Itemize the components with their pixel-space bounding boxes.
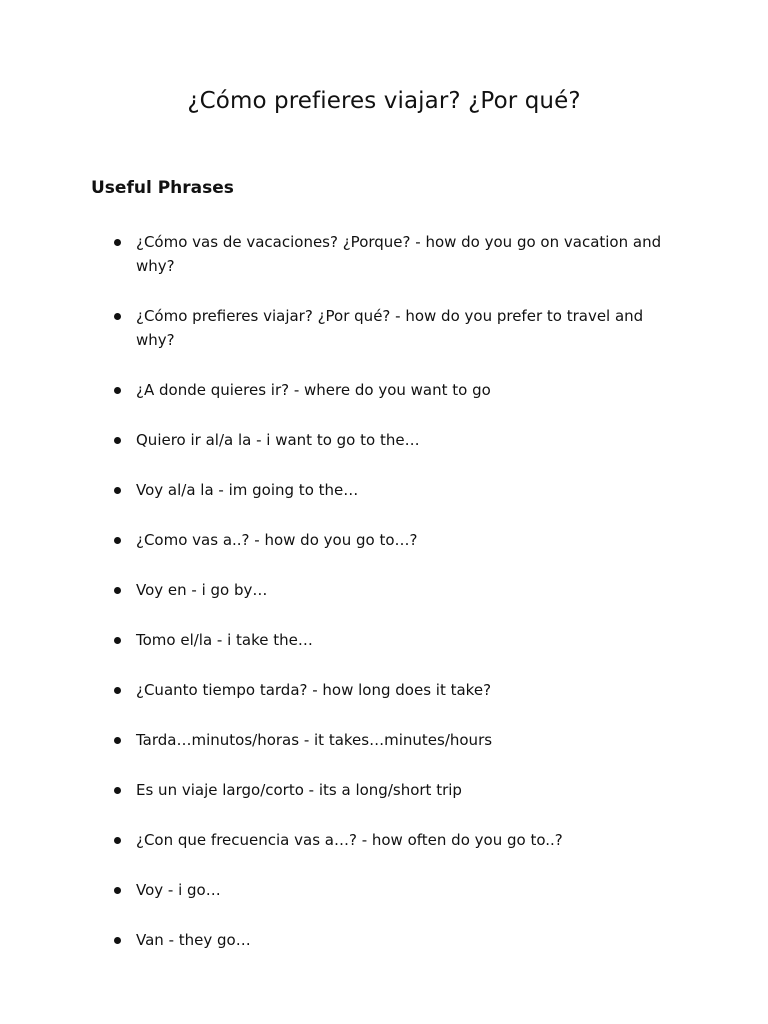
- section-heading: Useful Phrases: [91, 178, 234, 198]
- phrase-text: Voy - i go…: [136, 881, 221, 899]
- phrase-text: Voy al/a la - im going to the…: [136, 481, 359, 499]
- list-item: [0, 628, 768, 652]
- bullet-icon: [114, 437, 121, 444]
- phrase-text: ¿Cómo prefieres viajar? ¿Por qué? - how do you prefer to travel and why?: [136, 307, 644, 349]
- bullet-icon: [114, 587, 121, 594]
- bullet-icon: [114, 687, 121, 694]
- page-title: ¿Cómo prefieres viajar? ¿Por qué?: [187, 88, 581, 114]
- phrase-text: ¿Con que frecuencia vas a…? - how often do you go to..?: [136, 831, 563, 849]
- list-item: [0, 678, 768, 702]
- phrase-text: Es un viaje largo/corto - its a long/short trip: [136, 781, 462, 799]
- bullet-icon: [114, 387, 121, 394]
- bullet-icon: [114, 239, 121, 246]
- list-item: [0, 728, 768, 752]
- phrase-text: ¿A donde quieres ir? - where do you want to go: [136, 381, 491, 399]
- bullet-icon: [114, 937, 121, 944]
- phrase-text: Voy en - i go by…: [136, 581, 268, 599]
- list-item: [0, 578, 768, 602]
- phrase-list: [0, 230, 768, 978]
- bullet-icon: [114, 887, 121, 894]
- list-item: [0, 528, 768, 552]
- list-item: [0, 878, 768, 902]
- bullet-icon: [114, 637, 121, 644]
- list-item: [0, 304, 768, 352]
- list-item: [0, 928, 768, 952]
- bullet-icon: [114, 487, 121, 494]
- list-item: [0, 428, 768, 452]
- bullet-icon: [114, 737, 121, 744]
- bullet-icon: [114, 537, 121, 544]
- phrase-text: Tomo el/la - i take the…: [136, 631, 313, 649]
- bullet-icon: [114, 313, 121, 320]
- phrase-text: Quiero ir al/a la - i want to go to the…: [136, 431, 420, 449]
- list-item: [0, 378, 768, 402]
- list-item: [0, 230, 768, 278]
- list-item: [0, 778, 768, 802]
- list-item: [0, 828, 768, 852]
- phrase-text: Van - they go…: [136, 931, 251, 949]
- phrase-text: ¿Como vas a..? - how do you go to…?: [136, 531, 418, 549]
- phrase-text: ¿Cómo vas de vacaciones? ¿Porque? - how do you go on vacation and why?: [136, 233, 662, 275]
- phrase-text: ¿Cuanto tiempo tarda? - how long does it take?: [136, 681, 492, 699]
- bullet-icon: [114, 837, 121, 844]
- phrase-text: Tarda…minutos/horas - it takes…minutes/hours: [136, 731, 493, 749]
- bullet-icon: [114, 787, 121, 794]
- list-item: [0, 478, 768, 502]
